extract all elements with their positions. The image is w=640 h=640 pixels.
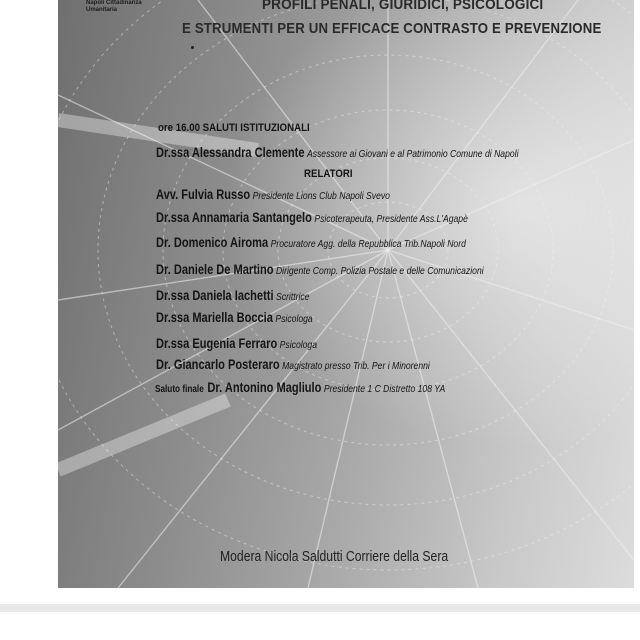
speaker-role: Presidente Lions Club Napoli Svevo bbox=[252, 190, 390, 202]
moderator-line: Modera Nicola Saldutti Corriere della Sera bbox=[220, 549, 449, 565]
speaker-role: Psicologa bbox=[275, 313, 313, 325]
logo-caption-line-2: Umanitaria bbox=[86, 7, 118, 13]
headline-line-2: E STRUMENTI PER UN EFFICACE CONTRASTO E PREVENZIONE bbox=[182, 20, 602, 37]
speaker-name: Dr.ssa Annamaria Santangelo bbox=[156, 210, 312, 225]
closing-label: Saluto finale bbox=[155, 384, 204, 395]
speaker-name: Dr.ssa Mariella Boccia bbox=[156, 310, 273, 325]
headline-line-1: PROFILI PENALI, GIURIDICI, PSICOLOGICI bbox=[262, 0, 544, 13]
welcome-entry bbox=[156, 144, 518, 162]
closing-name: Dr. Antonino Magliulo bbox=[207, 380, 322, 395]
speaker-role: Procuratore Agg. della Repubblica Trib.Napoli Nord bbox=[270, 238, 466, 250]
speaker-entry bbox=[156, 309, 313, 327]
event-flyer bbox=[58, 0, 634, 588]
speaker-entry bbox=[156, 186, 390, 204]
speaker-name: Dr.ssa Daniela Iachetti bbox=[156, 288, 274, 303]
speaker-role: Dirigente Comp. Polizia Postale e delle Comunicazioni bbox=[275, 265, 484, 277]
speaker-name: Dr. Giancarlo Posteraro bbox=[156, 357, 280, 372]
speaker-role: Psicologa bbox=[279, 339, 318, 351]
speaker-entry bbox=[156, 335, 317, 353]
speaker-role: Psicoterapeuta, Presidente Ass.L'Agapè bbox=[314, 213, 468, 225]
speaker-name: Dr. Daniele De Martino bbox=[156, 262, 274, 277]
speakers-heading: RELATORI bbox=[304, 168, 353, 180]
opening-time: ore 16.00 SALUTI ISTITUZIONALI bbox=[158, 122, 310, 134]
closing-role: Presidente 1 C Distretto 108 YA bbox=[323, 383, 446, 395]
speaker-entry bbox=[156, 261, 484, 279]
speaker-role: Magistrato presso Trib. Per i Minorenni bbox=[282, 360, 430, 372]
speaker-entry bbox=[156, 234, 466, 252]
spider-web-background bbox=[58, 0, 634, 588]
speaker-name: Dr.ssa Eugenia Ferraro bbox=[156, 336, 278, 351]
speaker-entry bbox=[156, 287, 309, 305]
closing-entry bbox=[155, 379, 445, 397]
speaker-name: Dr. Domenico Airoma bbox=[156, 235, 269, 250]
speaker-entry bbox=[156, 356, 430, 374]
logo-caption-line-1: Napoli Cittadinanza bbox=[86, 0, 142, 6]
welcome-name: Dr.ssa Alessandra Clemente bbox=[156, 145, 305, 160]
welcome-role: Assessore ai Giovani e al Patrimonio Comune di Napoli bbox=[306, 148, 519, 160]
speaker-entry bbox=[156, 209, 468, 227]
speaker-role: Scrittrice bbox=[275, 291, 310, 303]
speaker-name: Avv. Fulvia Russo bbox=[156, 187, 251, 202]
dot-marker bbox=[191, 46, 194, 49]
next-page-edge bbox=[0, 612, 640, 640]
